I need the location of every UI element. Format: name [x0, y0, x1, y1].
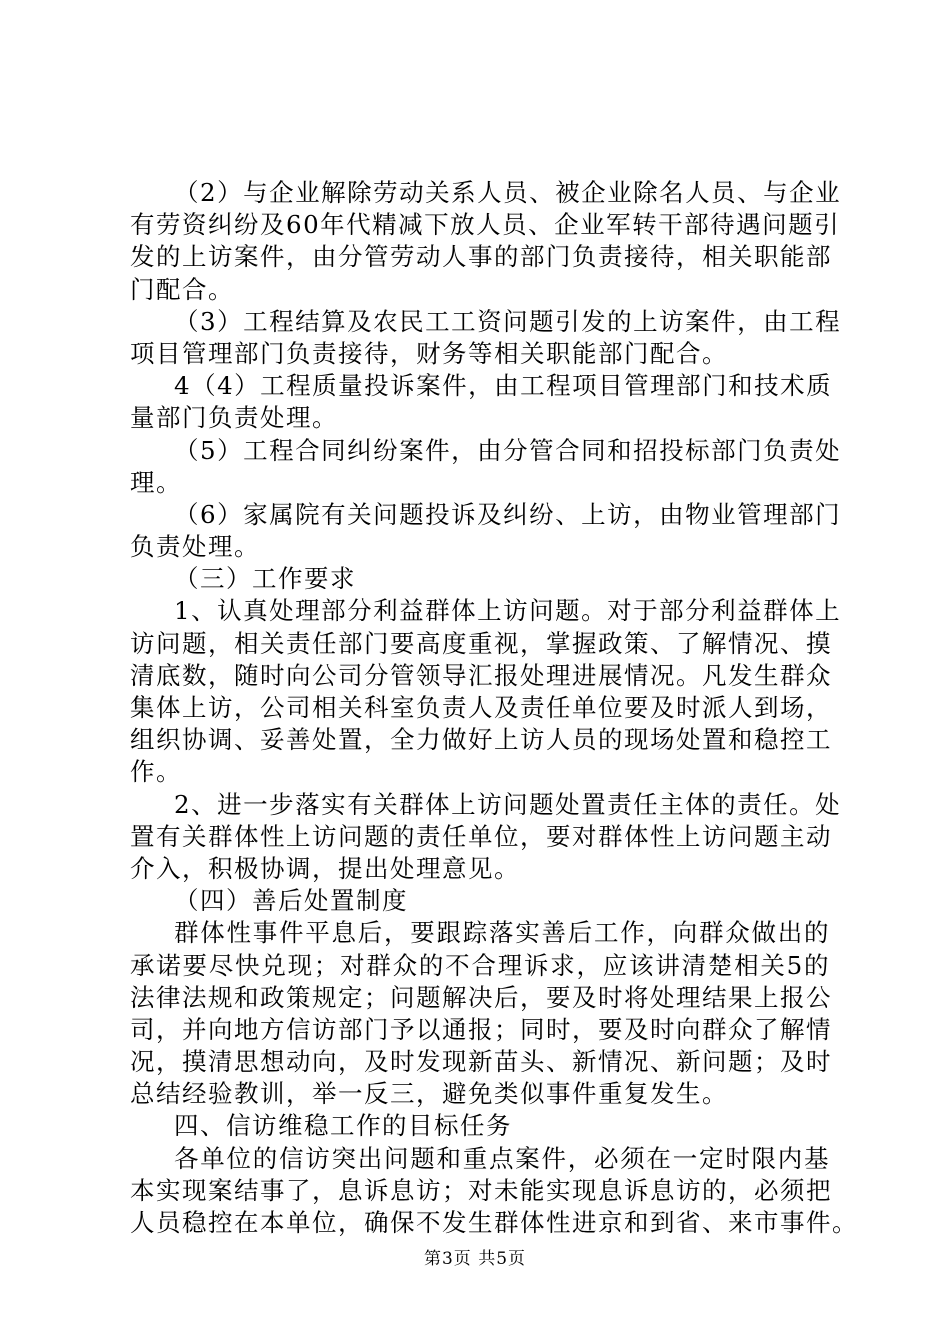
text-line: 量部门负责处理。 — [130, 403, 338, 433]
text-line: 发的上访案件，由分管劳动人事的部门负责接待，相关职能部 — [130, 242, 832, 272]
text-line: 置有关群体性上访问题的责任单位，要对群体性上访问题主动 — [130, 821, 832, 851]
document-body — [130, 177, 858, 1239]
text-line: （3）工程结算及农民工工资问题引发的上访案件，由工程 — [174, 306, 842, 336]
text-line: （6）家属院有关问题投诉及纠纷、上访，由物业管理部门 — [174, 499, 842, 529]
text-line: 2、进一步落实有关群体上访问题处置责任主体的责任。处 — [174, 789, 842, 819]
text-line: 4（4）工程质量投诉案件，由工程项目管理部门和技术质 — [174, 371, 833, 401]
text-line: 本实现案结事了，息诉息访；对未能实现息诉息访的，必须把 — [130, 1175, 832, 1205]
text-line: 总结经验教训，举一反三，避免类似事件重复发生。 — [130, 1079, 728, 1109]
text-line: 理。 — [130, 467, 182, 497]
text-line: 况，摸清思想动向，及时发现新苗头、新情况、新问题；及时 — [130, 1047, 832, 1077]
text-line: 承诺要尽快兑现；对群众的不合理诉求，应该讲清楚相关5的 — [130, 950, 830, 980]
page-footer: 第3页 共5页 — [423, 1249, 527, 1269]
text-line: （四）善后处置制度 — [174, 886, 408, 916]
text-line: 1、认真处理部分利益群体上访问题。对于部分利益群体上 — [174, 596, 842, 626]
text-line: 清底数，随时向公司分管领导汇报处理进展情况。凡发生群众 — [130, 660, 832, 690]
text-line: 作。 — [130, 757, 182, 787]
text-line: （2）与企业解除劳动关系人员、被企业除名人员、与企业 — [174, 178, 842, 207]
text-line: 访问题，相关责任部门要高度重视，掌握政策、了解情况、摸 — [130, 628, 832, 658]
text-line: 介入，积极协调，提出处理意见。 — [130, 853, 520, 883]
text-line: （三）工作要求 — [174, 564, 356, 594]
text-line: 集体上访，公司相关科室负责人及责任单位要及时派人到场， — [130, 693, 832, 722]
text-line: 各单位的信访突出问题和重点案件，必须在一定时限内基 — [174, 1143, 830, 1173]
text-line: 项目管理部门负责接待，财务等相关职能部门配合。 — [130, 338, 728, 368]
text-line: 人员稳控在本单位，确保不发生群体性进京和到省、来市事件。 — [130, 1208, 858, 1237]
text-line: 四、信访维稳工作的目标任务 — [174, 1111, 512, 1141]
text-line: 门配合。 — [130, 274, 234, 304]
text-line: 有劳资纠纷及60年代精减下放人员、企业军转干部待遇问题引 — [130, 210, 841, 240]
text-line: 法律法规和政策规定；问题解决后，要及时将处理结果上报公 — [130, 982, 832, 1012]
text-line: （5）工程合同纠纷案件，由分管合同和招投标部门负责处 — [174, 435, 842, 465]
text-line: 司，并向地方信访部门予以通报；同时，要及时向群众了解情 — [130, 1014, 832, 1044]
text-line: 负责处理。 — [130, 532, 260, 562]
text-line: 群体性事件平息后，要跟踪落实善后工作，向群众做出的 — [174, 918, 830, 948]
text-line: 组织协调、妥善处置，全力做好上访人员的现场处置和稳控工 — [130, 725, 832, 755]
